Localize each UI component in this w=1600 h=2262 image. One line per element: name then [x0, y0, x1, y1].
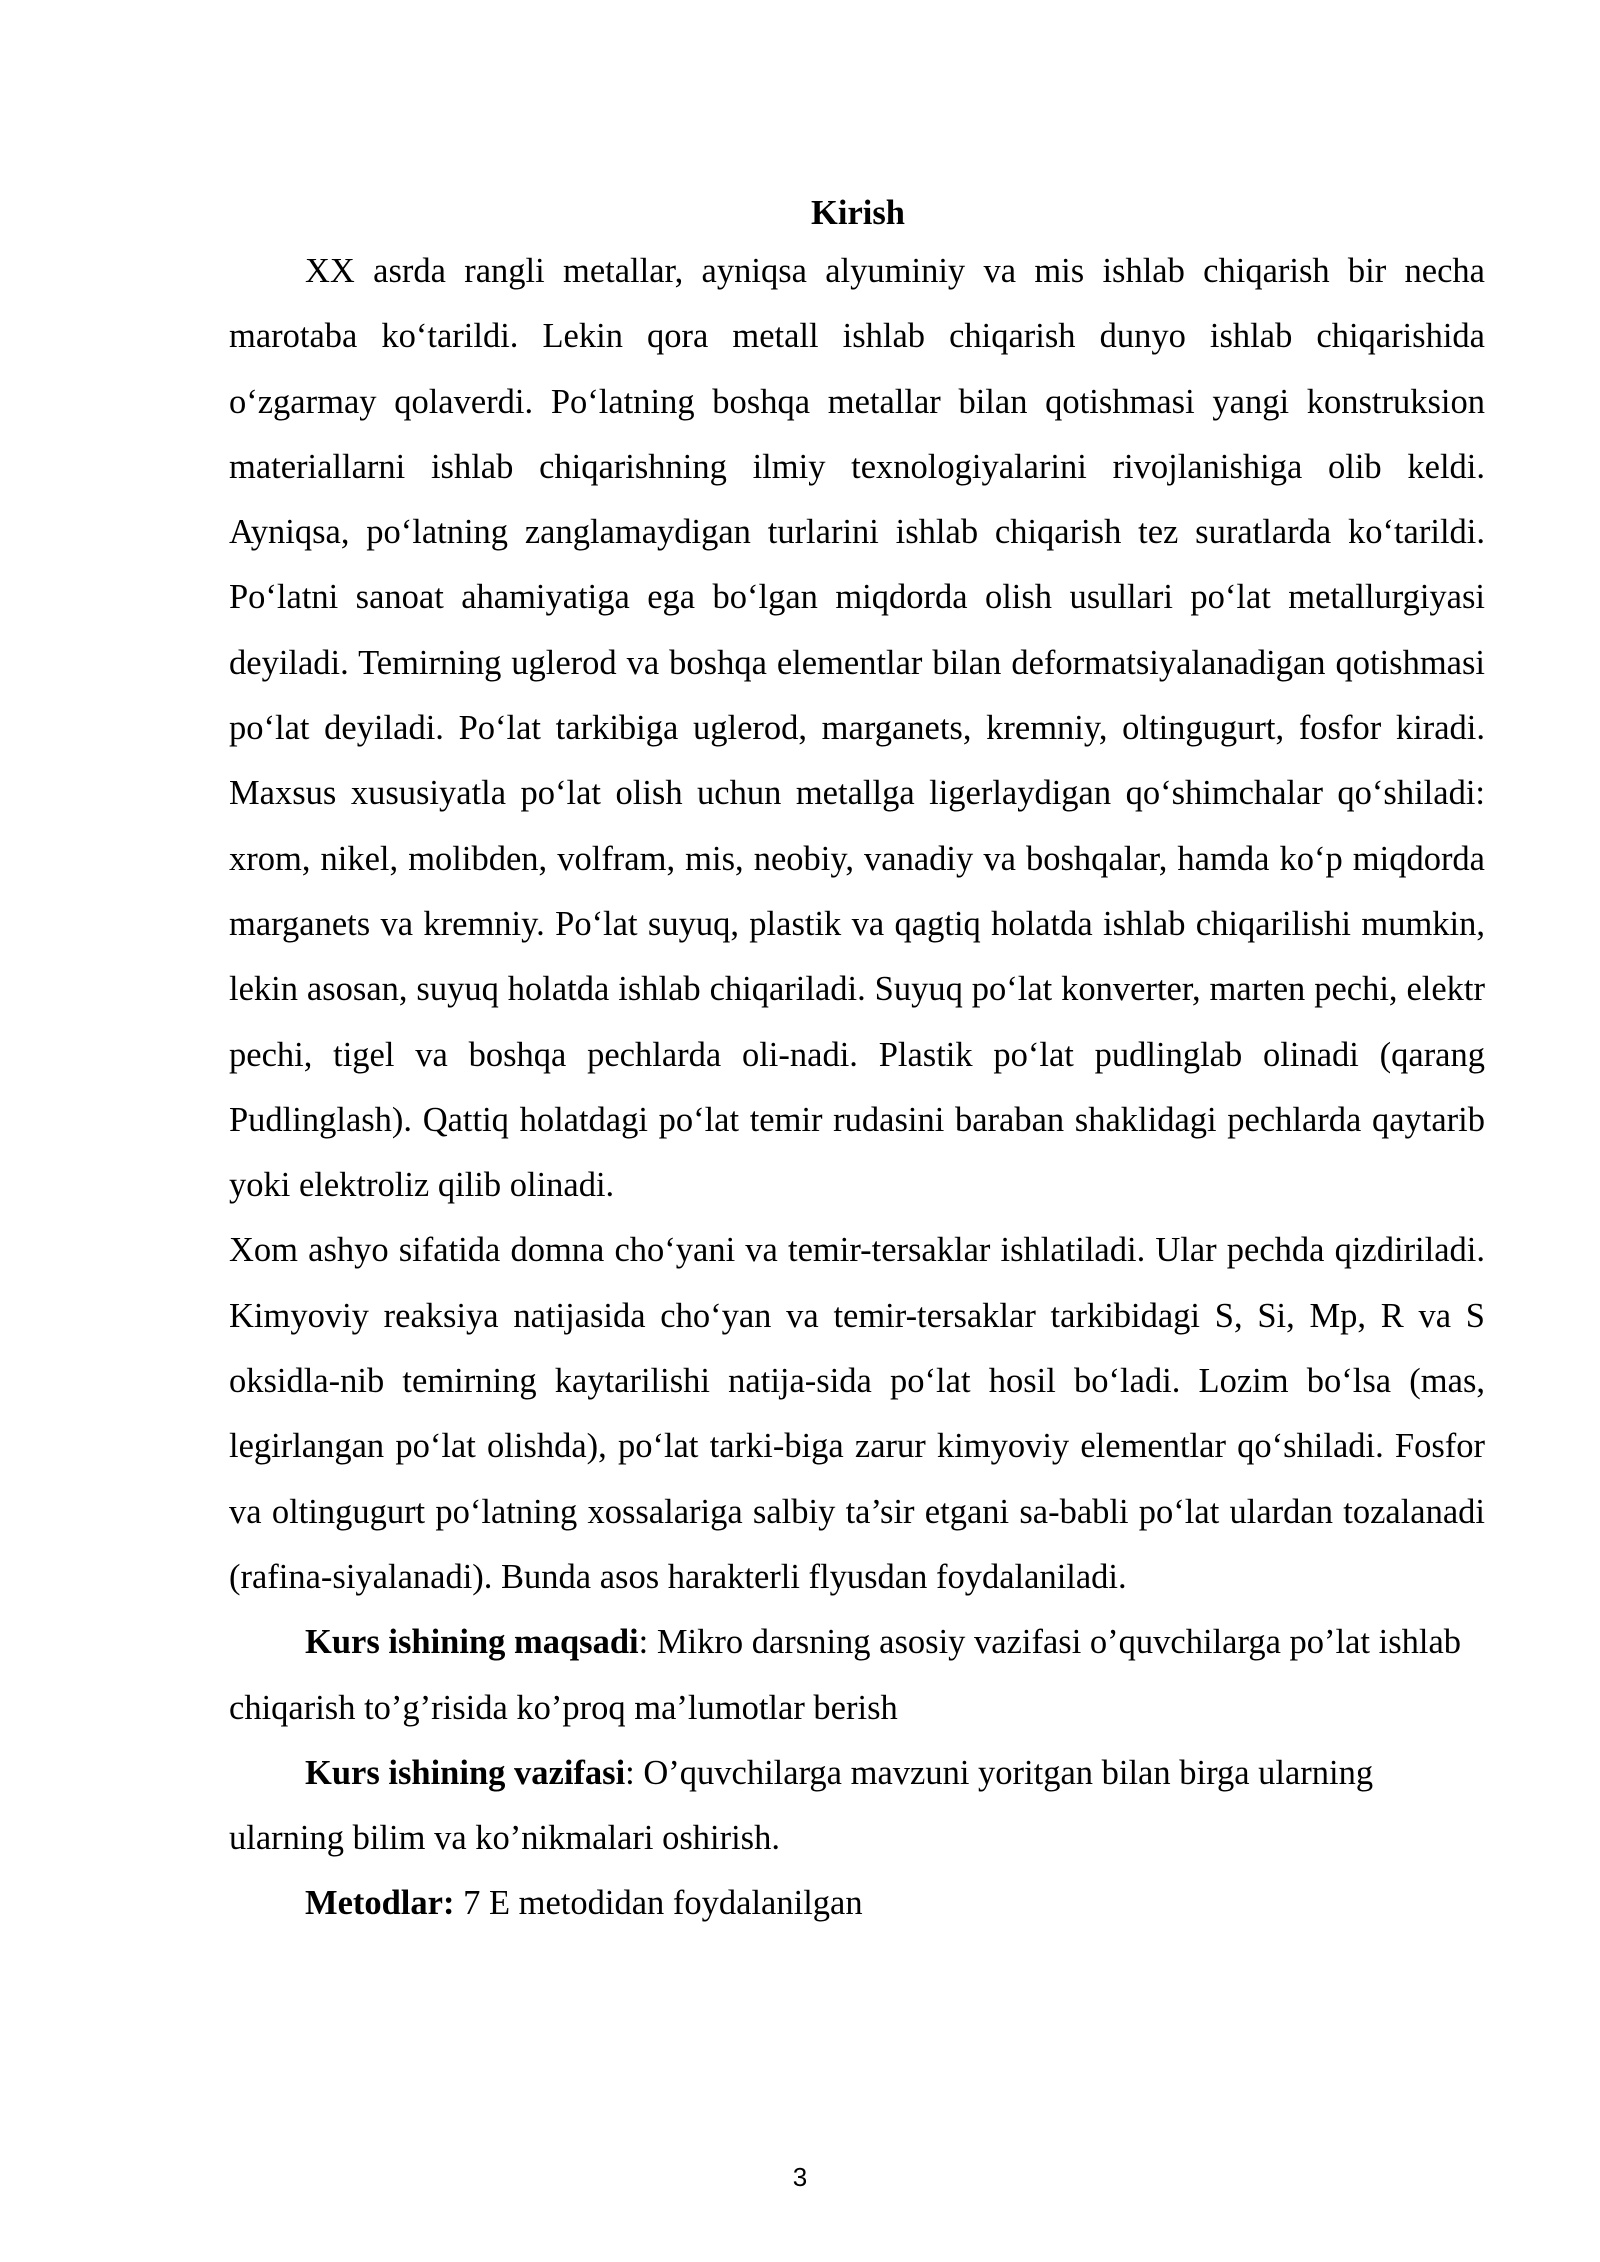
course-task-text: : O’quvchilarga mavzuni yoritgan bilan birga ularning ularning bilim va ko’nikmalari oshirish. — [229, 1753, 1374, 1858]
course-purpose-text: : Mikro darsning asosiy vazifasi o’quvchilarga po’lat ishlab chiqarish to’g’risida ko’proq ma’lumotlar berish — [229, 1623, 1462, 1727]
course-task-paragraph — [229, 1741, 1485, 1872]
intro-paragraph: XX asrda rangli metallar, ayniqsa alyuminiy va mis ishlab chiqarish bir necha marotaba ko‘tarildi. Lekin qora metall ishlab chiqarish dunyo ishlab chiqarishida o‘zgarmay qolaverdi. Po‘latning boshqa metallar bilan qotishmasi yangi konstruksion materiallarni ishlab chiqarishning ilmiy texnologiyalarini rivojlanishiga olib keldi. Ayniqsa, po‘latning zanglamaydigan turlarini ishlab chiqarish tez suratlarda ko‘tarildi. Po‘latni sanoat ahamiyatiga ega bo‘lgan miqdorda olish usullari po‘lat metallurgiyasi deyiladi. Temirning uglerod va boshqa elementlar bilan deformatsiyalanadigan qotishmasi po‘lat deyiladi. Po‘lat tarkibiga uglerod, marganets, kremniy, oltingugurt, fosfor kiradi. Maxsus xususiyatla po‘lat olish uchun metallga ligerlaydigan qo‘shimchalar qo‘shiladi: xrom, nikel, molibden, volfram, mis, neobiy, vanadiy va boshqalar, hamda ko‘p miqdorda marganets va kremniy. Po‘lat suyuq, plastik va qagtiq holatda ishlab chiqarilishi mumkin, lekin asosan, suyuq holatda ishlab chiqariladi. Suyuq po‘lat konverter, marten pechi, elektr pechi, tigel va boshqa pechlarda oli-nadi. Plastik po‘lat pudlinglab olinadi (qarang Pudlinglash). Qattiq holatdagi po‘lat temir rudasini baraban shaklidagi pechlarda qaytarib yoki elektroliz qilib olinadi. — [229, 252, 1485, 1205]
course-purpose-label: Kurs ishining maqsadi — [305, 1623, 639, 1662]
section-heading: Kirish — [811, 194, 905, 232]
methods-label: Metodlar: — [305, 1884, 455, 1923]
raw-materials-paragraph: Xom ashyo sifatida domna cho‘yani va temir-tersaklar ishlatiladi. Ular pechda qizdiriladi. Kimyoviy reaksiya natijasida cho‘yan va temir-tersaklar tarkibidagi S, Si, Mp, R va S oksidla-nib temirning kaytarilishi natija-sida po‘lat hosil bo‘ladi. Lozim bo‘lsa (mas, legirlangan po‘lat olishda), po‘lat tarki-biga zarur kimyoviy elementlar qo‘shiladi. Fosfor va oltingugurt po‘latning xossalariga salbiy ta’sir etgani sa-babli po‘lat ulardan tozalanadi (rafina-siyalanadi). Bunda asos harakterli flyusdan foydalaniladi. — [229, 1231, 1485, 1596]
course-purpose-paragraph — [229, 1610, 1485, 1741]
course-task-label: Kurs ishining vazifasi — [305, 1753, 626, 1792]
methods-paragraph — [229, 1871, 1485, 1936]
document-body — [229, 187, 1485, 1937]
page-number: 3 — [792, 2162, 808, 2192]
methods-text: 7 E metodidan foydalanilgan — [454, 1884, 863, 1923]
